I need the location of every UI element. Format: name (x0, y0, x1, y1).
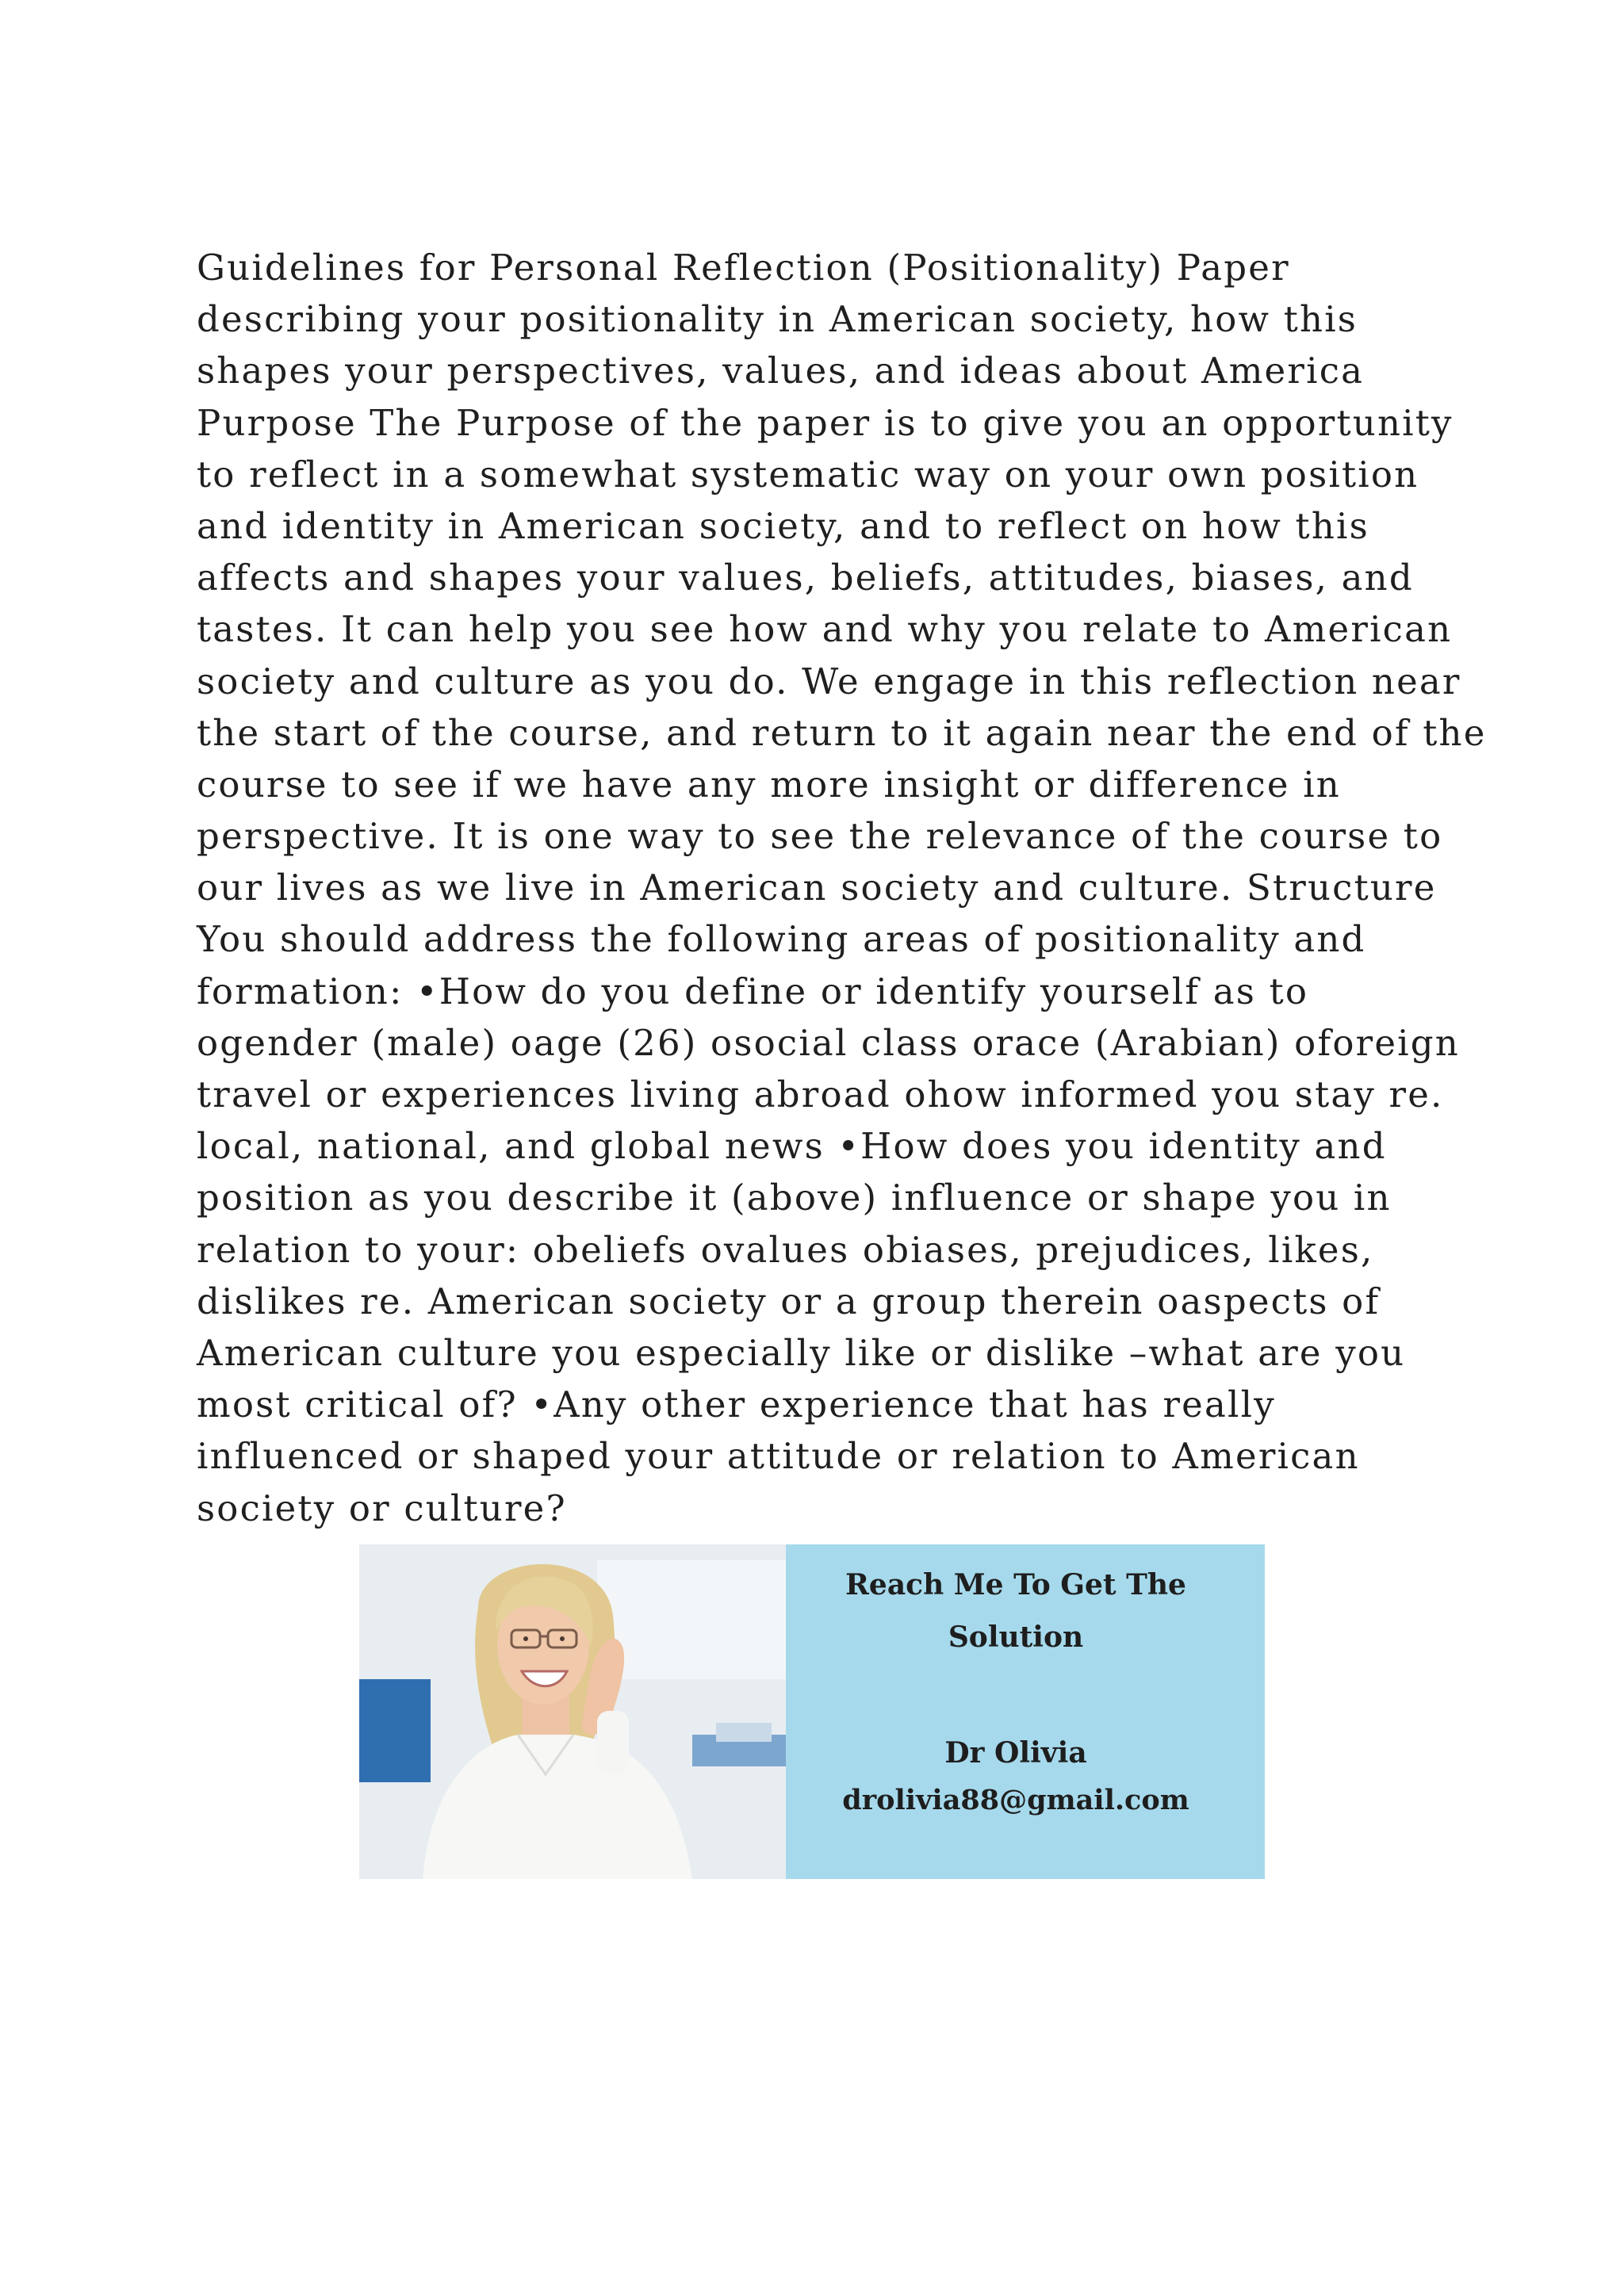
text-line: Purpose The Purpose of the paper is to give you an opportunity (197, 401, 1454, 444)
contact-email: drolivia88@gmail.com (842, 1784, 1189, 1816)
text-line: position as you describe it (above) influence or shape you in (197, 1177, 1392, 1219)
text-line: local, national, and global news •How does you identity and (197, 1125, 1387, 1168)
contact-info-panel (786, 1544, 1265, 1879)
text-line: relation to your: obeliefs ovalues obiases, prejudices, likes, (197, 1228, 1374, 1271)
woman-photo (359, 1544, 786, 1879)
text-line: our lives as we live in American society and culture. Structure (197, 867, 1437, 909)
text-line: shapes your perspectives, values, and ideas about America (197, 350, 1365, 392)
document-body (197, 242, 1487, 1534)
contact-banner (359, 1544, 1265, 1879)
text-line: formation: •How do you define or identify yourself as to (197, 970, 1309, 1012)
text-line: and identity in American society, and to reflect on how this (197, 504, 1369, 547)
text-line: You should address the following areas of positionality and (197, 918, 1366, 961)
text-line: the start of the course, and return to it again near the end of the (197, 711, 1487, 754)
cta-line-2: Solution (948, 1621, 1084, 1654)
text-line: society and culture as you do. We engage in this reflection near (197, 660, 1461, 702)
text-line: travel or experiences living abroad ohow informed you stay re. (197, 1073, 1444, 1115)
text-line: American culture you especially like or dislike –what are you (197, 1331, 1406, 1374)
cta-line-1: Reach Me To Get The (845, 1568, 1186, 1601)
text-line: to reflect in a somewhat systematic way on your own position (197, 453, 1419, 496)
text-line: dislikes re. American society or a group therein oaspects of (197, 1280, 1381, 1322)
text-line: Guidelines for Personal Reflection (Positionality) Paper (197, 247, 1290, 289)
text-line: society or culture? (197, 1487, 567, 1529)
text-line: perspective. It is one way to see the relevance of the course to (197, 815, 1443, 858)
text-line: most critical of? •Any other experience that has really (197, 1383, 1276, 1426)
text-line: tastes. It can help you see how and why you relate to American (197, 608, 1453, 651)
text-line: course to see if we have any more insight or difference in (197, 763, 1341, 806)
woman-illustration (359, 1544, 786, 1879)
text-line: influenced or shaped your attitude or relation to American (197, 1435, 1360, 1478)
text-line: describing your positionality in American society, how this (197, 298, 1358, 341)
text-line: affects and shapes your values, beliefs, attitudes, biases, and (197, 557, 1414, 599)
contact-name: Dr Olivia (944, 1736, 1087, 1770)
text-line: ogender (male) oage (26) osocial class orace (Arabian) oforeign (197, 1021, 1460, 1064)
